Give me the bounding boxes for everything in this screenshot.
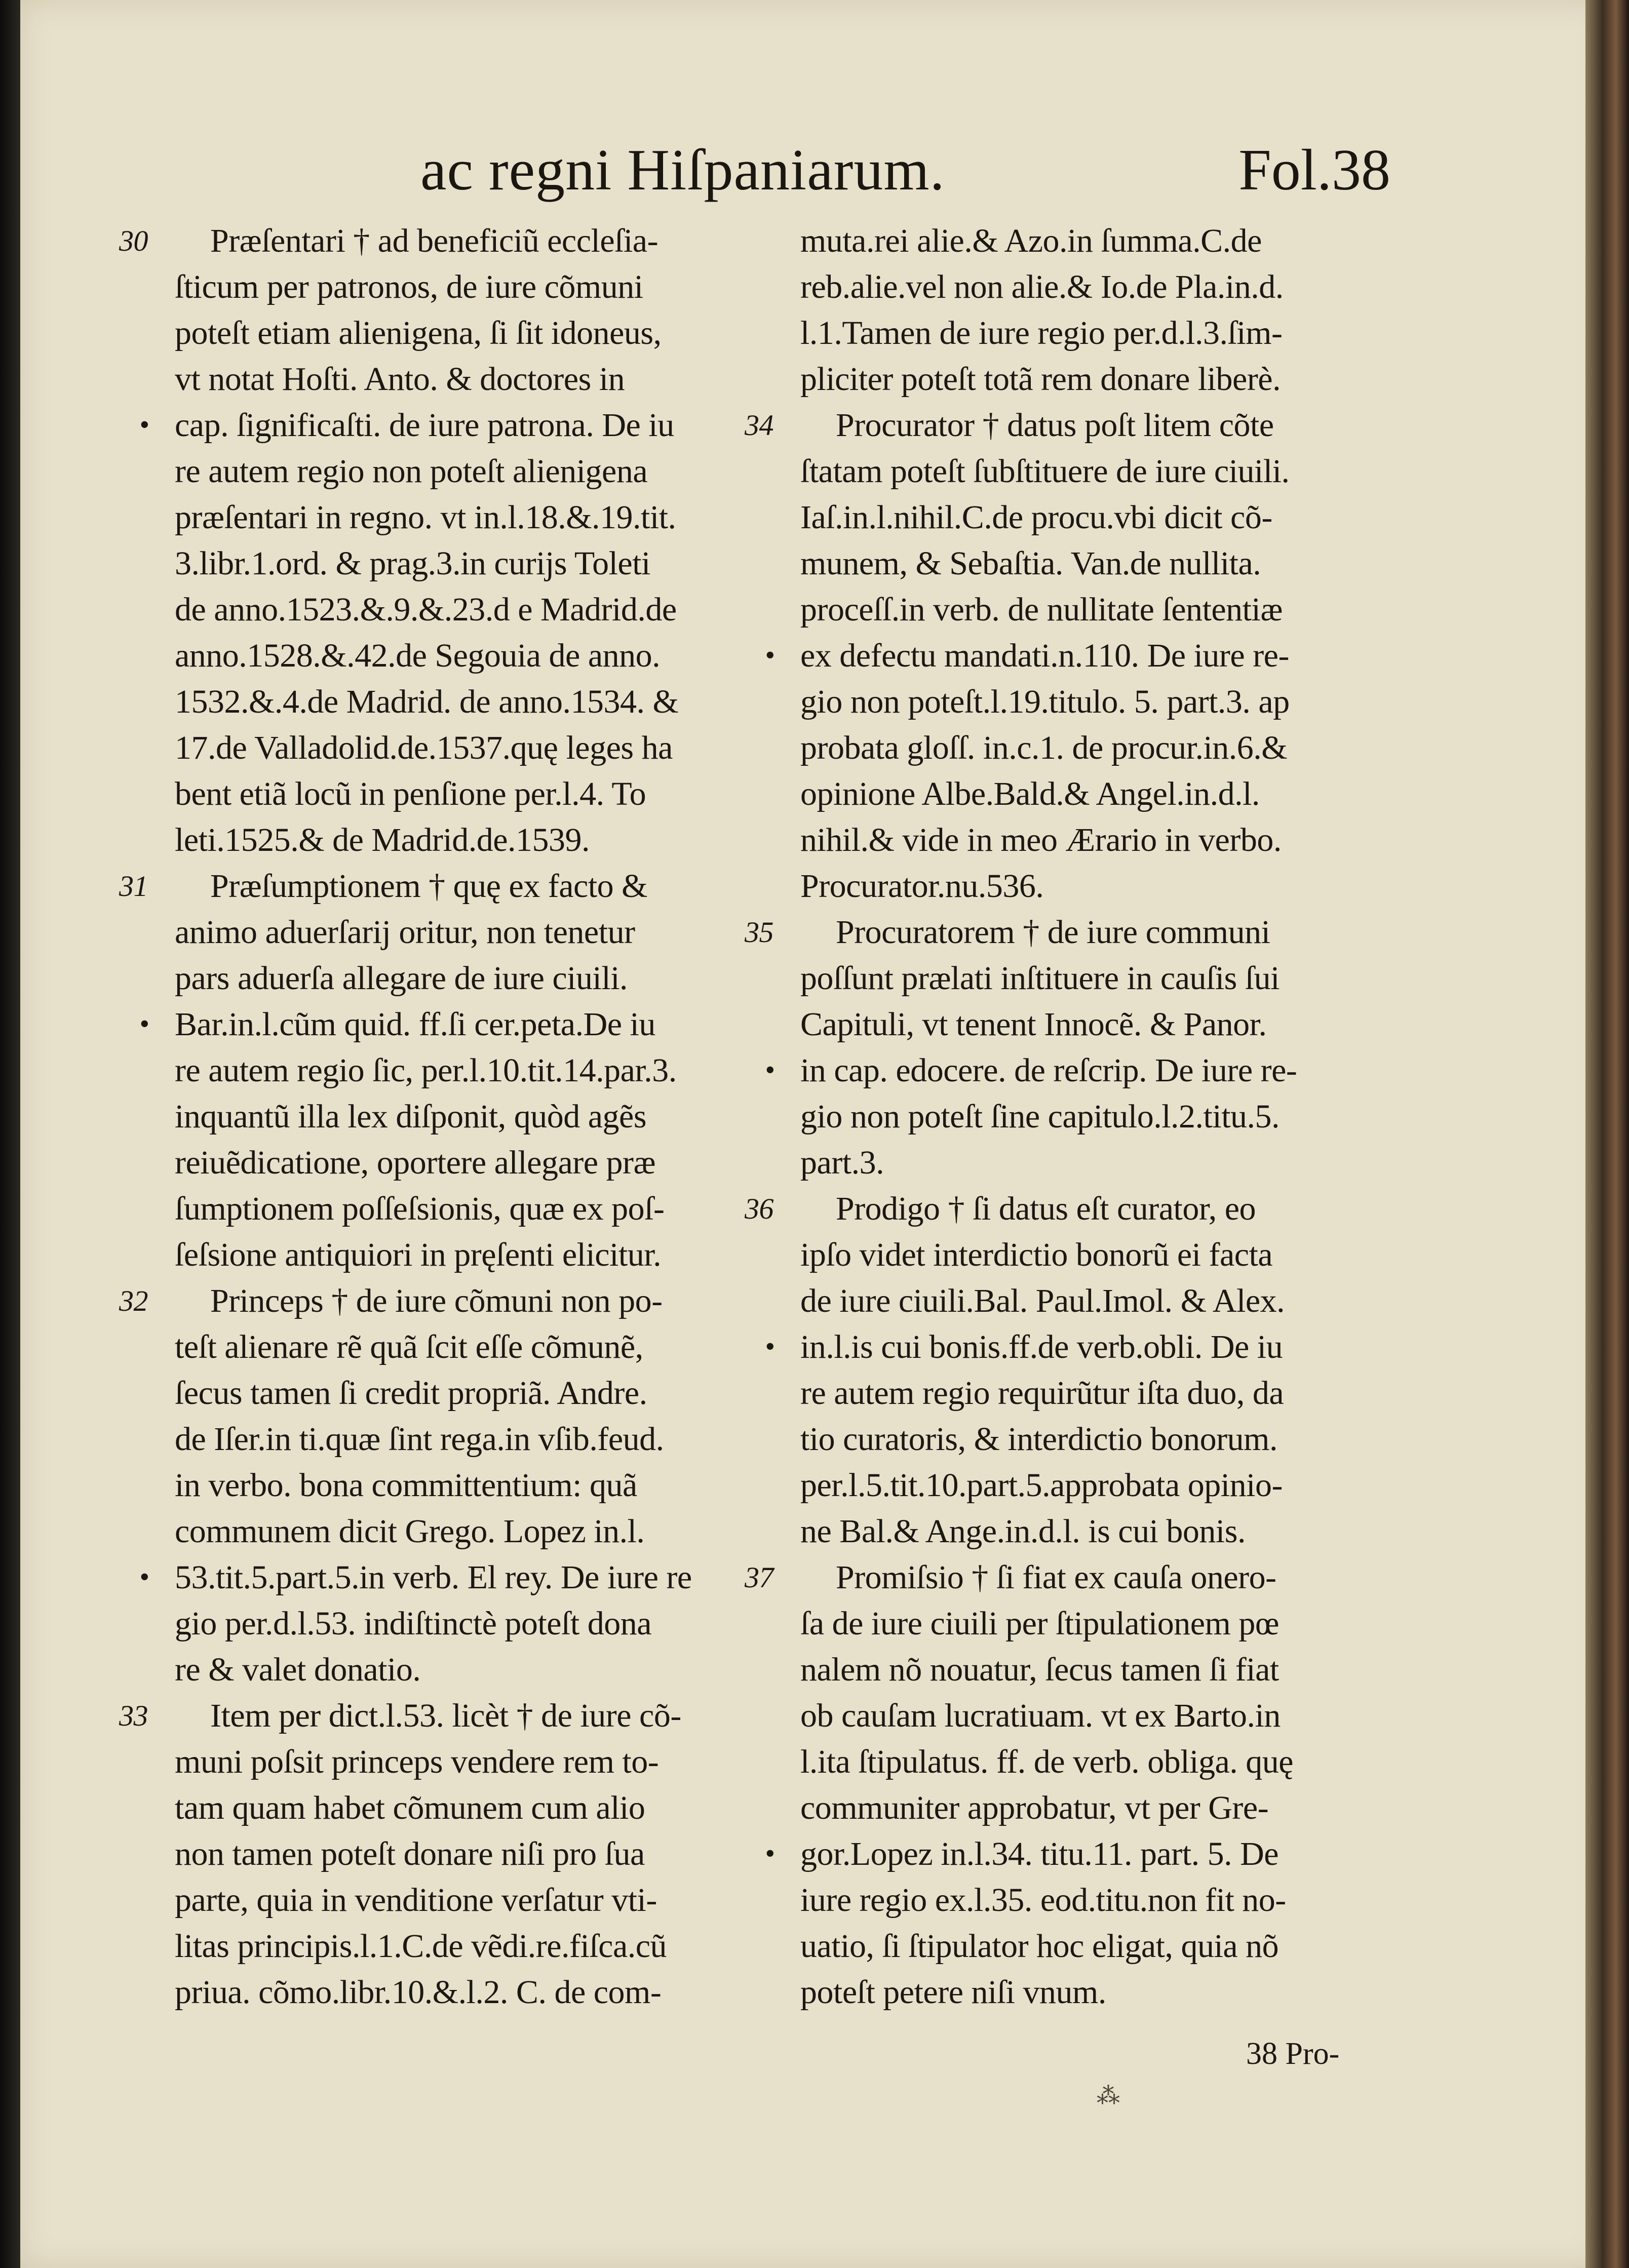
line-text: ſecus tamen ſi credit propriã. Andre. (175, 1375, 647, 1412)
text-line (745, 909, 1413, 955)
text-line (175, 679, 788, 725)
line-text: re & valet donatio. (175, 1651, 421, 1688)
line-text: Procurator.nu.536. (800, 868, 1044, 905)
line-text: gio non poteſt ſine capitulo.l.2.titu.5. (800, 1098, 1280, 1135)
text-line (800, 356, 1413, 402)
line-text: nihil.& vide in meo Ærario in verbo. (800, 822, 1282, 858)
text-line (139, 402, 788, 448)
margin-bullet: • (765, 640, 775, 671)
entry-number: 30 (119, 224, 148, 257)
text-line (175, 310, 788, 356)
text-line (800, 1140, 1413, 1186)
line-text: nalem nõ nouatur, ſecus tamen ſi fiat (800, 1651, 1279, 1688)
text-line (800, 1785, 1413, 1831)
line-text: cap. ſignificaſti. de iure patrona. De iu (175, 407, 674, 444)
line-text: Capituli, vt tenent Innocẽ. & Panor. (800, 1006, 1267, 1043)
text-line (745, 1186, 1413, 1232)
text-line (800, 1923, 1413, 1969)
line-text: communiter approbatur, vt per Gre- (800, 1789, 1269, 1826)
text-line (175, 1647, 788, 1693)
text-line (800, 1278, 1413, 1324)
line-text: gio non poteſt.l.19.titulo. 5. part.3. ap (800, 683, 1290, 720)
text-line (800, 1647, 1413, 1693)
line-text: muni poſsit princeps vendere rem to- (175, 1743, 659, 1780)
margin-bullet: • (765, 1054, 775, 1086)
entry-number: 37 (745, 1561, 773, 1594)
line-text: re autem regio requirũtur iſta duo, da (800, 1375, 1284, 1412)
text-line (800, 1508, 1413, 1554)
running-title: ac regni Hiſpaniarum. (420, 138, 945, 203)
text-line (800, 1693, 1413, 1739)
margin-bullet: • (139, 1008, 149, 1040)
text-line (175, 1831, 788, 1877)
entry-number: 33 (119, 1699, 148, 1732)
line-text: vt notat Hoſti. Anto. & doctores in (175, 361, 625, 398)
text-line (175, 909, 788, 955)
line-text: 3.libr.1.ord. & prag.3.in curijs Toleti (175, 545, 650, 582)
text-line (800, 817, 1413, 863)
line-text: ſeſsione antiquiori in pręſenti elicitur. (175, 1236, 662, 1273)
line-text: poteſt petere niſi vnum. (800, 1974, 1106, 2011)
line-text: Præſentari † ad beneficiũ eccleſia- (210, 222, 658, 259)
text-line (800, 540, 1413, 586)
margin-bullet: • (139, 409, 149, 441)
text-line (139, 1554, 788, 1600)
text-line (745, 402, 1413, 448)
line-text: de iure ciuili.Bal. Paul.Imol. & Alex. (800, 1282, 1285, 1319)
line-text: poſſunt prælati inſtituere in cauſis ſui (800, 960, 1280, 997)
text-line (175, 1232, 788, 1278)
text-line (765, 1047, 1413, 1093)
right-text-column (745, 218, 1413, 2015)
left-text-column (119, 218, 788, 2015)
line-text: tam quam habet cõmunem cum alio (175, 1789, 645, 1826)
text-line (175, 771, 788, 817)
entry-number: 34 (745, 409, 773, 442)
entry-number: 36 (745, 1192, 773, 1225)
text-line (175, 1969, 788, 2015)
line-text: gio per.d.l.53. indiſtinctè poteſt dona (175, 1605, 652, 1642)
text-line (175, 1186, 788, 1232)
text-line (175, 1324, 788, 1370)
entry-number: 32 (119, 1284, 148, 1317)
text-line (800, 1739, 1413, 1785)
text-line (800, 1600, 1413, 1647)
text-line (119, 1693, 788, 1739)
line-text: ſticum per patronos, de iure cõmuni (175, 268, 643, 305)
text-line (175, 1600, 788, 1647)
line-text: non tamen poteſt donare niſi pro ſua (175, 1835, 645, 1872)
line-text: opinione Albe.Bald.& Angel.in.d.l. (800, 775, 1260, 812)
line-text: part.3. (800, 1144, 884, 1181)
text-line (800, 955, 1413, 1001)
text-line (119, 863, 788, 909)
line-text: 1532.&.4.de Madrid. de anno.1534. & (175, 683, 679, 720)
line-text: Procuratorem † de iure communi (836, 914, 1270, 951)
line-text: Item per dict.l.53. licèt † de iure cõ- (210, 1697, 681, 1734)
line-text: parte, quia in venditione verſatur vti- (175, 1882, 657, 1919)
line-text: reiuẽdicatione, oportere allegare præ (175, 1144, 656, 1181)
text-line (175, 725, 788, 771)
text-line (119, 1278, 788, 1324)
line-text: l.ita ſtipulatus. ff. de verb. obliga. quę (800, 1743, 1294, 1780)
folio-number: Fol.38 (1238, 138, 1390, 203)
binding-edge-left (0, 0, 20, 2268)
margin-bullet: • (765, 1838, 775, 1869)
text-line (800, 218, 1413, 264)
margin-bullet: • (139, 1561, 149, 1593)
book-page (20, 0, 1606, 2268)
text-line (175, 633, 788, 679)
line-text: ſtatam poteſt ſubſtituere de iure ciuili. (800, 453, 1290, 490)
page-header (20, 137, 1606, 213)
text-line (800, 586, 1413, 633)
text-line (800, 1093, 1413, 1140)
line-text: Promiſsio † ſi fiat ex cauſa onero- (836, 1559, 1276, 1596)
text-line (175, 264, 788, 310)
text-line (800, 1969, 1413, 2015)
line-text: litas principis.l.1.C.de vẽdi.re.fiſca.cũ (175, 1928, 667, 1965)
line-text: 53.tit.5.part.5.in verb. El rey. De iure re (175, 1559, 692, 1596)
text-line (175, 817, 788, 863)
text-line (175, 1370, 788, 1416)
text-line (175, 448, 788, 494)
line-text: communem dicit Grego. Lopez in.l. (175, 1513, 645, 1550)
text-line (119, 218, 788, 264)
line-text: Princeps † de iure cõmuni non po- (210, 1282, 663, 1319)
line-text: Bar.in.l.cũm quid. ff.ſi cer.peta.De iu (175, 1006, 655, 1043)
line-text: per.l.5.tit.10.part.5.approbata opinio- (800, 1467, 1283, 1504)
line-text: ipſo videt interdictio bonorũ ei facta (800, 1236, 1273, 1273)
line-text: animo aduerſarij oritur, non tenetur (175, 914, 635, 951)
text-line (175, 1508, 788, 1554)
text-line (175, 1416, 788, 1462)
line-text: Prodigo † ſi datus eſt curator, eo (836, 1190, 1256, 1227)
text-line (765, 1831, 1413, 1877)
text-line (175, 1877, 788, 1923)
text-line (800, 448, 1413, 494)
text-line (765, 1324, 1413, 1370)
line-text: inquantũ illa lex diſponit, quòd agẽs (175, 1098, 647, 1135)
line-text: præſentari in regno. vt in.l.18.&.19.tit. (175, 499, 676, 536)
text-line (800, 1877, 1413, 1923)
text-line (800, 310, 1413, 356)
page-edge-right (1585, 0, 1629, 2268)
line-text: ex defectu mandati.n.110. De iure re- (800, 637, 1289, 674)
text-line (800, 863, 1413, 909)
line-text: de Iſer.in ti.quæ ſint rega.in vſib.feud. (175, 1421, 664, 1458)
line-text: pars aduerſa allegare de iure ciuili. (175, 960, 628, 997)
line-text: Præſumptionem † quę ex facto & (210, 868, 648, 905)
text-line (800, 1232, 1413, 1278)
line-text: reb.alie.vel non alie.& Io.de Pla.in.d. (800, 268, 1284, 305)
line-text: gor.Lopez in.l.34. titu.11. part. 5. De (800, 1835, 1279, 1872)
line-text: pliciter poteſt totã rem donare liberè. (800, 361, 1281, 398)
margin-bullet: • (765, 1331, 775, 1362)
text-line (800, 1001, 1413, 1047)
text-line (745, 1554, 1413, 1600)
line-text: tio curatoris, & interdictio bonorum. (800, 1421, 1277, 1458)
entry-number: 31 (119, 870, 148, 903)
line-text: muta.rei alie.& Azo.in ſumma.C.de (800, 222, 1262, 259)
text-line (175, 1047, 788, 1093)
line-text: poteſt etiam alienigena, ſi ſit idoneus, (175, 315, 662, 351)
text-line (175, 1093, 788, 1140)
catchword: 38 Pro- (1246, 2037, 1340, 2071)
line-text: re autem regio non poteſt alienigena (175, 453, 648, 490)
text-line (175, 1923, 788, 1969)
text-line (175, 955, 788, 1001)
line-text: in cap. edocere. de reſcrip. De iure re- (800, 1052, 1297, 1089)
line-text: leti.1525.& de Madrid.de.1539. (175, 822, 590, 858)
text-line (800, 679, 1413, 725)
text-line (175, 586, 788, 633)
text-line (800, 725, 1413, 771)
text-line (175, 494, 788, 540)
line-text: anno.1528.&.42.de Segouia de anno. (175, 637, 661, 674)
line-text: ob cauſam lucratiuam. vt ex Barto.in (800, 1697, 1281, 1734)
line-text: Procurator † datus poſt litem cõte (836, 407, 1274, 444)
text-line (800, 1370, 1413, 1416)
line-text: re autem regio ſic, per.l.10.tit.14.par.3. (175, 1052, 677, 1089)
line-text: Iaſ.in.l.nihil.C.de procu.vbi dicit cõ- (800, 499, 1272, 536)
line-text: l.1.Tamen de iure regio per.d.l.3.ſim- (800, 315, 1283, 351)
text-line (175, 1140, 788, 1186)
text-line (175, 1785, 788, 1831)
text-line (175, 1739, 788, 1785)
text-line (139, 1001, 788, 1047)
text-line (765, 633, 1413, 679)
text-line (800, 1462, 1413, 1508)
text-line (175, 540, 788, 586)
line-text: bent etiã locũ in penſione per.l.4. To (175, 775, 646, 812)
entry-number: 35 (745, 916, 773, 949)
text-line (800, 1416, 1413, 1462)
text-line (175, 356, 788, 402)
text-line (800, 771, 1413, 817)
line-text: probata gloſſ. in.c.1. de procur.in.6.& (800, 729, 1288, 766)
line-text: in.l.is cui bonis.ff.de verb.obli. De iu (800, 1328, 1283, 1365)
line-text: in verbo. bona committentium: quã (175, 1467, 637, 1504)
line-text: 17.de Valladolid.de.1537.quę leges ha (175, 729, 673, 766)
text-line (800, 494, 1413, 540)
line-text: munem, & Sebaſtia. Van.de nullita. (800, 545, 1261, 582)
printer-ornament: ⁂ (1097, 2083, 1120, 2108)
line-text: de anno.1523.&.9.&.23.d e Madrid.de (175, 591, 677, 628)
line-text: teſt alienare rẽ quã ſcit eſſe cõmunẽ, (175, 1328, 643, 1365)
line-text: priua. cõmo.libr.10.&.l.2. C. de com- (175, 1974, 662, 2011)
line-text: ſumptionem poſſeſsionis, quæ ex poſ- (175, 1190, 665, 1227)
line-text: iure regio ex.l.35. eod.titu.non fit no- (800, 1882, 1286, 1919)
line-text: uatio, ſi ſtipulator hoc eligat, quia nõ (800, 1928, 1279, 1965)
line-text: ne Bal.& Ange.in.d.l. is cui bonis. (800, 1513, 1246, 1550)
line-text: ſa de iure ciuili per ſtipulationem pœ (800, 1605, 1279, 1642)
text-line (800, 264, 1413, 310)
line-text: proceſſ.in verb. de nullitate ſententiæ (800, 591, 1283, 628)
text-line (175, 1462, 788, 1508)
